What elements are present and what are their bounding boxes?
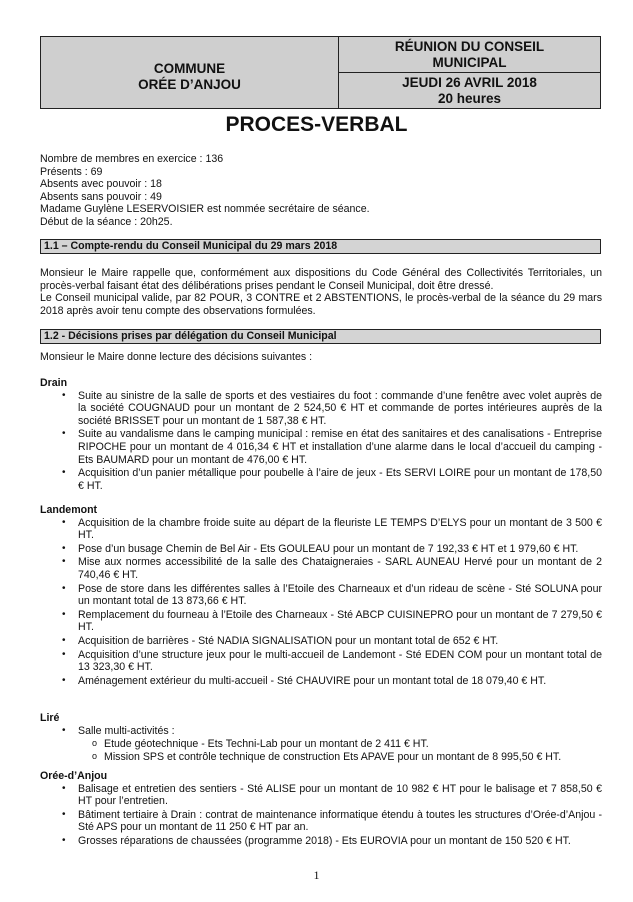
members-count: Nombre de membres en exercice : 136 xyxy=(40,153,224,165)
list-item: • Pose d’un busage Chemin de Bel Air - Ets GOULEAU pour un montant de 7 192,33 € HT et 1 979,60 € HT. xyxy=(40,543,602,556)
commune-name: ORÉE D’ANJOU xyxy=(138,76,241,92)
page-number: 1 xyxy=(313,868,320,882)
absent-without-proxy: Absents sans pouvoir : 49 xyxy=(40,190,162,203)
list-item: • Salle multi-activités : xyxy=(40,725,602,738)
decision-list xyxy=(40,725,602,738)
town-name: Landemont xyxy=(40,504,98,516)
meeting-type-cell xyxy=(339,37,600,73)
section-1-2-heading: 1.2 - Décisions prises par délégation du Conseil Municipal xyxy=(40,329,601,344)
decision-list xyxy=(40,517,602,688)
session-start: Début de la séance : 20h25. xyxy=(40,215,173,228)
list-item: • Acquisition d’un panier métallique pour poubelle à l’aire de jeux - Ets SERVI LOIRE pour un montant de 178,50 € HT. xyxy=(40,467,602,492)
list-item: • Aménagement extérieur du multi-accueil - Sté CHAUVIRE pour un montant total de 18 079,40 € HT. xyxy=(40,675,602,688)
decision-list xyxy=(40,390,602,493)
list-item: • Suite au vandalisme dans le camping municipal : remise en état des sanitaires et des canalisations - Entreprise RIPOCHE pour un montant de 4 016,34 € HT et installation d’une alarme dans le local d’accueil du camping - Ets BAUMARD pour un montant de 476,00 € HT. xyxy=(40,428,602,466)
commune-label: COMMUNE xyxy=(153,60,226,76)
list-item: • Suite au sinistre de la salle de sports et des vestiaires du foot : commande d’une fenêtre avec volet auprès de la société COUGNAUD pour un montant de 2 524,50 € HT et commande de portes intérieures auprès de la société BRISSET pour un montant de 1 587,38 € HT. xyxy=(40,390,602,428)
list-item: • Mise aux normes accessibilité de la salle des Chataigneraies - SARL AUNEAU Hervé pour un montant de 2 740,46 € HT. xyxy=(40,556,602,581)
section-1-1-para1: Monsieur le Maire rappelle que, conformément aux dispositions du Code Général des Collectivités Territoriales, un procès-verbal faisant état des délibérations prises pendant le Conseil Municipal, doit être dressé. xyxy=(40,267,602,292)
meeting-type-line1: RÉUNION DU CONSEIL xyxy=(394,39,545,54)
attendance-block xyxy=(40,153,602,229)
list-item: • Bâtiment tertiaire à Drain : contrat de maintenance informatique étendu à toutes les structures d’Orée-d’Anjou - Sté APS pour un montant de 11 250 € HT par an. xyxy=(40,809,602,834)
town-name: Liré xyxy=(40,712,60,724)
section-1-2-intro: Monsieur le Maire donne lecture des décisions suivantes : xyxy=(40,351,313,363)
town-drain xyxy=(40,377,602,493)
list-item: • Acquisition d’une structure jeux pour le multi-accueil de Landemont - Sté EDEN COM pour un montant total de 13 323,30 € HT. xyxy=(40,649,602,674)
list-item: • Acquisition de barrières - Sté NADIA SIGNALISATION pour un montant total de 652 € HT. xyxy=(40,635,602,648)
section-1-1-body xyxy=(40,267,602,317)
list-item: • Acquisition de la chambre froide suite au départ de la fleuriste LE TEMPS D’ELYS pour un montant de 3 500 € HT. xyxy=(40,517,602,542)
list-item: • Remplacement du fourneau à l’Etoile des Charneaux - Sté ABCP CUISINEPRO pour un montant de 7 279,50 € HT. xyxy=(40,609,602,634)
list-item: • Pose de store dans les différentes salles à l’Etoile des Charneaux et d’un rideau de scène - Sté SOLUNA pour un montant total de 13 873,66 € HT. xyxy=(40,583,602,608)
town-lire xyxy=(40,712,602,763)
section-1-1-para2: Le Conseil municipal valide, par 82 POUR, 3 CONTRE et 2 ABSTENTIONS, le procès-verbal de la séance du 29 mars 2018 après avoir tenu compte des observations formulées. xyxy=(40,292,602,317)
list-item: • Grosses réparations de chaussées (programme 2018) - Ets EUROVIA pour un montant de 150 520 € HT. xyxy=(40,835,602,848)
town-oree-danjou xyxy=(40,770,602,849)
secretary-line: Madame Guylène LESERVOISIER est nommée secrétaire de séance. xyxy=(40,203,370,216)
present-count: Présents : 69 xyxy=(40,165,103,178)
sub-list-item: o Mission SPS et contrôle technique de construction Ets APAVE pour un montant de 8 995,50 € HT. xyxy=(40,751,602,764)
meeting-type-line2: MUNICIPAL xyxy=(432,54,507,70)
meeting-time: 20 heures xyxy=(437,90,502,106)
decision-list xyxy=(40,783,602,848)
meeting-date: JEUDI 26 AVRIL 2018 xyxy=(402,75,537,90)
town-landemont xyxy=(40,504,602,688)
header-table xyxy=(40,36,601,109)
meeting-cells xyxy=(339,37,600,108)
meeting-date-cell xyxy=(339,73,600,108)
town-name: Orée-d’Anjou xyxy=(40,770,108,782)
sub-decision-list xyxy=(40,738,602,763)
list-item: • Balisage et entretien des sentiers - Sté ALISE pour un montant de 10 982 € HT pour le balisage et 7 858,50 € HT pour l’entretien. xyxy=(40,783,602,808)
absent-with-proxy: Absents avec pouvoir : 18 xyxy=(40,178,162,191)
page-title: PROCES-VERBAL xyxy=(225,113,408,136)
section-1-1-heading: 1.1 – Compte-rendu du Conseil Municipal du 29 mars 2018 xyxy=(40,239,601,254)
commune-cell xyxy=(41,37,339,108)
town-name: Drain xyxy=(40,377,68,389)
sub-list-item: o Etude géotechnique - Ets Techni-Lab pour un montant de 2 411 € HT. xyxy=(40,738,602,751)
